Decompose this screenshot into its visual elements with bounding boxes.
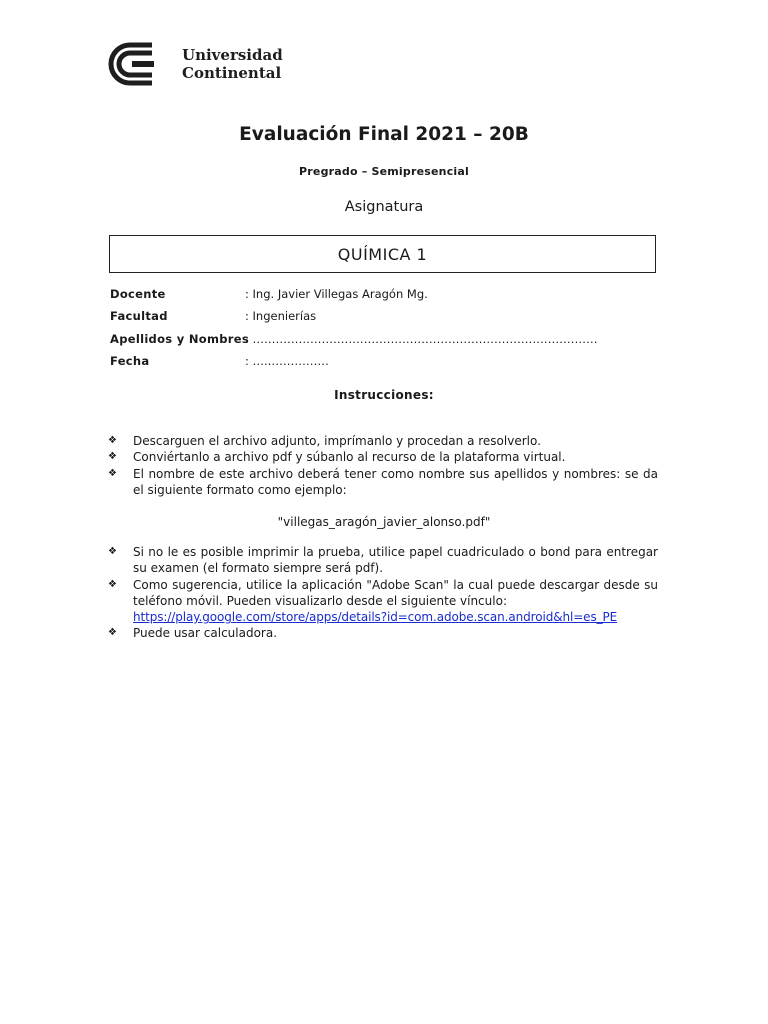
diamond-bullet-icon: ❖: [108, 578, 117, 590]
course-name-box: [109, 235, 656, 273]
instruction-item-scan: [133, 577, 658, 626]
logo-text: [182, 46, 283, 82]
info-value: : …..……………: [245, 354, 329, 369]
diamond-bullet-icon: ❖: [108, 627, 117, 639]
example-filename: "villegas_aragón_javier_alonso.pdf": [277, 515, 491, 529]
instructions-title: Instrucciones:: [334, 388, 434, 402]
continental-logo-icon: [108, 42, 172, 86]
diamond-bullet-icon: ❖: [108, 451, 117, 463]
list-item: [108, 449, 658, 465]
diamond-bullet-icon: ❖: [108, 546, 117, 557]
logo-line-2: Continental: [182, 64, 282, 82]
university-logo: [108, 42, 283, 86]
instruction-text: Puede usar calculadora.: [133, 626, 278, 641]
info-row-fecha: [110, 350, 658, 372]
info-row-facultad: [110, 305, 658, 327]
diamond-bullet-icon: ❖: [108, 467, 117, 479]
list-item: [108, 466, 658, 499]
info-label: Docente: [110, 287, 166, 302]
info-label: Fecha: [110, 354, 150, 369]
diamond-bullet-icon: ❖: [108, 435, 117, 446]
instructions-list: [108, 433, 658, 498]
asignatura-label: Asignatura: [344, 199, 424, 215]
info-table: [110, 283, 658, 372]
info-row-nombres: [110, 328, 658, 350]
exam-title: Evaluación Final 2021 – 20B: [239, 124, 529, 145]
instruction-text: Conviértanlo a archivo pdf y súbanlo al recurso de la plataforma virtual.: [133, 450, 566, 465]
list-item: [108, 577, 658, 626]
instructions-list-2: [108, 544, 658, 642]
instruction-text: Descarguen el archivo adjunto, imprímanlo y procedan a resolverlo.: [133, 434, 541, 448]
course-name: QUÍMICA 1: [337, 244, 428, 264]
instruction-text: Como sugerencia, utilice la aplicación "Adobe Scan" la cual puede descargar desde su teléfono móvil. Pueden visualizarlo desde el siguiente vínculo:: [133, 577, 658, 608]
list-item: [108, 544, 658, 577]
adobe-scan-link[interactable]: https://play.google.com/store/apps/details?id=com.adobe.scan.android&hl=es_PE: [133, 610, 618, 625]
instruction-text: Si no le es posible imprimir la prueba, utilice papel cuadriculado o bond para entregar su examen (el formato siempre será pdf).: [133, 545, 658, 576]
logo-line-1: Universidad: [182, 46, 283, 64]
info-value: : Ing. Javier Villegas Aragón Mg.: [245, 287, 428, 302]
info-label: Facultad: [110, 309, 168, 324]
info-label: Apellidos y Nombres: [110, 331, 249, 346]
list-item: [108, 625, 658, 641]
exam-subtitle: Pregrado – Semipresencial: [299, 165, 469, 178]
list-item: [108, 433, 658, 449]
info-value: : Ingenierías: [245, 309, 317, 324]
info-value: : ………………………………………………………………………………: [245, 331, 598, 346]
info-row-docente: [110, 283, 658, 305]
instruction-text: El nombre de este archivo deberá tener como nombre sus apellidos y nombres: se da el siguiente formato como ejemplo:: [133, 466, 658, 497]
